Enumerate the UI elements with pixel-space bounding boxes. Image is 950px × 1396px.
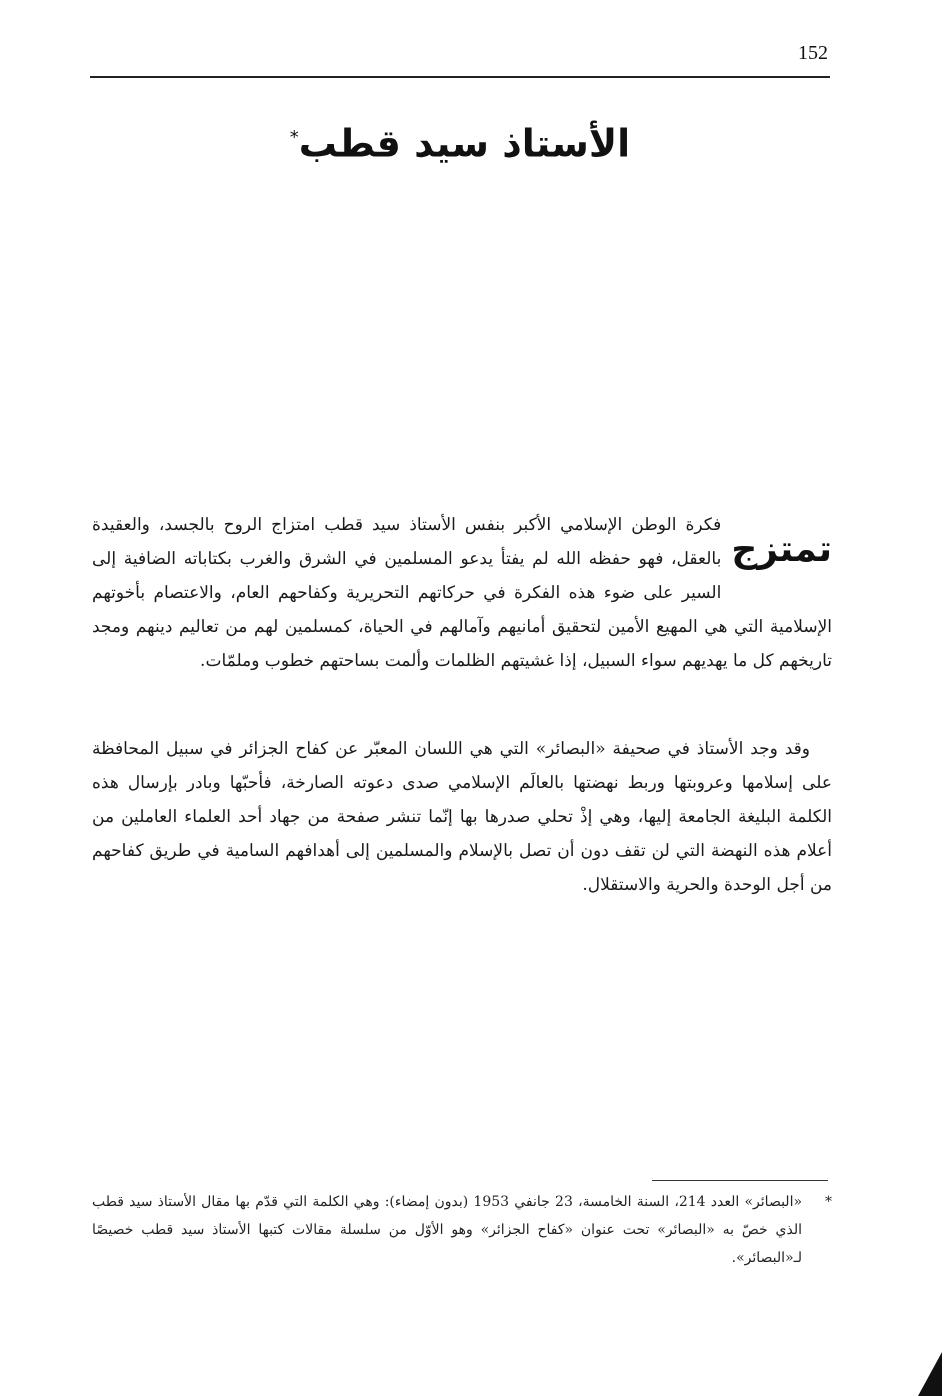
page-number: 152 [798, 42, 828, 64]
page-corner-mark [918, 1352, 942, 1396]
paragraph-1 [92, 508, 832, 678]
paragraph-2: وقد وجد الأستاذ في صحيفة «البصائر» التي هي اللسان المعبّر عن كفاح الجزائر في سبيل المحافظة على إسلامها وعروبتها وربط نهضتها بالعالَم الإسلامي صدى دعوته الصارخة، فأحبّها وبادر بإرسال هذه الكلمة البليغة الجامعة إليها، وهي إذْ تحلي صدرها بها إنّما تنشر صفحة من جهاد أحد العلماء العاملين من أعلام هذه النهضة التي لن تقف دون أن تصل بالإسلام والمسلمين إلى أهدافهم السامية في طريق كفاحهم من أجل الوحدة والحرية والاستقلال. [92, 739, 832, 895]
title-footnote-marker: * [289, 127, 299, 148]
drop-word: تمتزج [731, 529, 832, 570]
footnote-marker: * [825, 1194, 832, 1210]
article-title [90, 108, 830, 174]
paragraph-1-text: فكرة الوطن الإسلامي الأكبر بنفس الأستاذ سيد قطب امتزاج الروح بالجسد، والعقيدة بالعقل، فهو حفظه الله لم يفتأ يدعو المسلمين في الشرق والغرب بكتاباته الضافية إلى السير على ضوء هذه الفكرة في حركاتهم التحريرية وكفاحهم العام، والاعتصام بأخوتهم الإسلامية التي هي المهيع الأمين لتحقيق أمانيهم وآمالهم في الحياة، كمسلمين لهم من تعاليم دينهم ومجد تاريخهم كل ما يهديهم سواء السبيل، إذا غشيتهم الظلمات وألمت بساحتهم خطوب وملمّات. [92, 515, 832, 671]
footnote [92, 1188, 832, 1272]
footnote-text: «البصائر» العدد 214، السنة الخامسة، 23 جانفي 1953 (بدون إمضاء): وهي الكلمة التي قدّم بها مقال الأستاذ سيد قطب الذي خصّ به «البصائر» تحت عنوان «كفاح الجزائر» وهو الأوّل من سلسلة مقالات كتبها الأستاذ سيد قطب خصيصًا لـ«البصائر». [92, 1194, 803, 1266]
article-title-text: الأستاذ سيد قطب [298, 121, 631, 166]
header-rule [90, 76, 830, 78]
footnote-rule [652, 1180, 828, 1181]
